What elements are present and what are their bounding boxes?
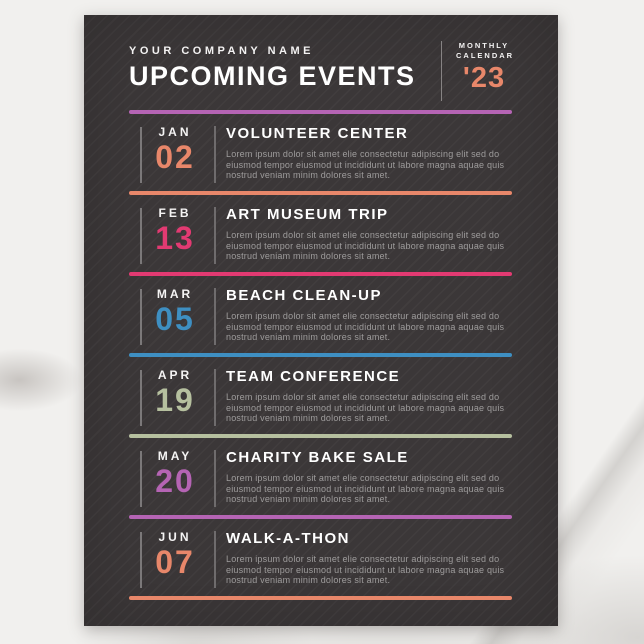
event-date-divider bbox=[214, 369, 216, 426]
event-day: 20 bbox=[155, 463, 195, 499]
event-details bbox=[226, 367, 512, 434]
event-date-divider bbox=[214, 450, 216, 507]
event-date-tick bbox=[140, 370, 142, 426]
event-description: Lorem ipsum dolor sit amet elie consectetur adipiscing elit sed do eiusmod tempor eiusmod ut incididunt ut labore magna aquae quis nostrud veniam minim dolores sit amet. bbox=[226, 230, 505, 261]
event-row-feb bbox=[129, 195, 512, 272]
event-details bbox=[226, 205, 512, 272]
event-month: JUN bbox=[158, 530, 192, 544]
event-date-tick bbox=[140, 289, 142, 345]
event-rule bbox=[129, 596, 512, 600]
badge-line-calendar: CALENDAR bbox=[456, 50, 515, 60]
event-date-divider bbox=[214, 126, 216, 183]
event-title: CHARITY BAKE SALE bbox=[226, 449, 409, 466]
badge-year: '23 bbox=[462, 62, 506, 94]
event-date-divider bbox=[214, 288, 216, 345]
event-date bbox=[144, 205, 206, 272]
event-date-tick bbox=[140, 127, 142, 183]
company-name: YOUR COMPANY NAME bbox=[129, 45, 314, 57]
event-month: JAN bbox=[158, 125, 192, 139]
event-row-jun bbox=[129, 519, 512, 596]
event-date bbox=[144, 286, 206, 353]
header bbox=[129, 15, 515, 101]
event-details bbox=[226, 529, 512, 596]
event-description: Lorem ipsum dolor sit amet elie consectetur adipiscing elit sed do eiusmod tempor eiusmod ut incididunt ut labore magna aquae quis nostrud veniam minim dolores sit amet. bbox=[226, 311, 505, 342]
event-date bbox=[144, 124, 206, 191]
event-title: WALK-A-THON bbox=[226, 530, 350, 547]
event-date bbox=[144, 367, 206, 434]
event-date-tick bbox=[140, 451, 142, 507]
event-month: MAR bbox=[156, 287, 194, 301]
event-details bbox=[226, 124, 512, 191]
event-month: MAY bbox=[157, 449, 193, 463]
page-title: UPCOMING EVENTS bbox=[129, 61, 416, 91]
event-row-mar bbox=[129, 276, 512, 353]
event-month: FEB bbox=[158, 206, 192, 220]
event-title: ART MUSEUM TRIP bbox=[226, 206, 389, 223]
event-title: BEACH CLEAN-UP bbox=[226, 287, 382, 304]
badge-line-monthly: MONTHLY bbox=[458, 41, 510, 50]
event-day: 02 bbox=[155, 139, 195, 175]
event-date-divider bbox=[214, 207, 216, 264]
event-title: TEAM CONFERENCE bbox=[226, 368, 401, 385]
event-day: 07 bbox=[155, 544, 195, 580]
event-description: Lorem ipsum dolor sit amet elie consectetur adipiscing elit sed do eiusmod tempor eiusmod ut incididunt ut labore magna aquae quis nostrud veniam minim dolores sit amet. bbox=[226, 392, 505, 423]
monthly-calendar-badge bbox=[456, 41, 515, 94]
event-day: 05 bbox=[155, 301, 195, 337]
event-row-apr bbox=[129, 357, 512, 434]
event-day: 19 bbox=[155, 382, 195, 418]
event-month: APR bbox=[157, 368, 193, 382]
event-description: Lorem ipsum dolor sit amet elie consectetur adipiscing elit sed do eiusmod tempor eiusmod ut incididunt ut labore magna aquae quis nostrud veniam minim dolores sit amet. bbox=[226, 473, 505, 504]
event-details bbox=[226, 448, 512, 515]
event-description: Lorem ipsum dolor sit amet elie consectetur adipiscing elit sed do eiusmod tempor eiusmod ut incididunt ut labore magna aquae quis nostrud veniam minim dolores sit amet. bbox=[226, 149, 505, 180]
event-date-tick bbox=[140, 208, 142, 264]
event-date bbox=[144, 529, 206, 596]
event-details bbox=[226, 286, 512, 353]
events-flyer bbox=[84, 15, 558, 626]
event-date-tick bbox=[140, 532, 142, 588]
event-row-jan bbox=[129, 114, 512, 191]
event-row-may bbox=[129, 438, 512, 515]
event-date bbox=[144, 448, 206, 515]
event-description: Lorem ipsum dolor sit amet elie consectetur adipiscing elit sed do eiusmod tempor eiusmod ut incididunt ut labore magna aquae quis nostrud veniam minim dolores sit amet. bbox=[226, 554, 505, 585]
event-title: VOLUNTEER CENTER bbox=[226, 125, 409, 142]
header-divider-line bbox=[441, 41, 442, 101]
header-titles bbox=[129, 45, 431, 93]
event-day: 13 bbox=[155, 220, 195, 256]
event-date-divider bbox=[214, 531, 216, 588]
flyer-content bbox=[129, 15, 515, 600]
